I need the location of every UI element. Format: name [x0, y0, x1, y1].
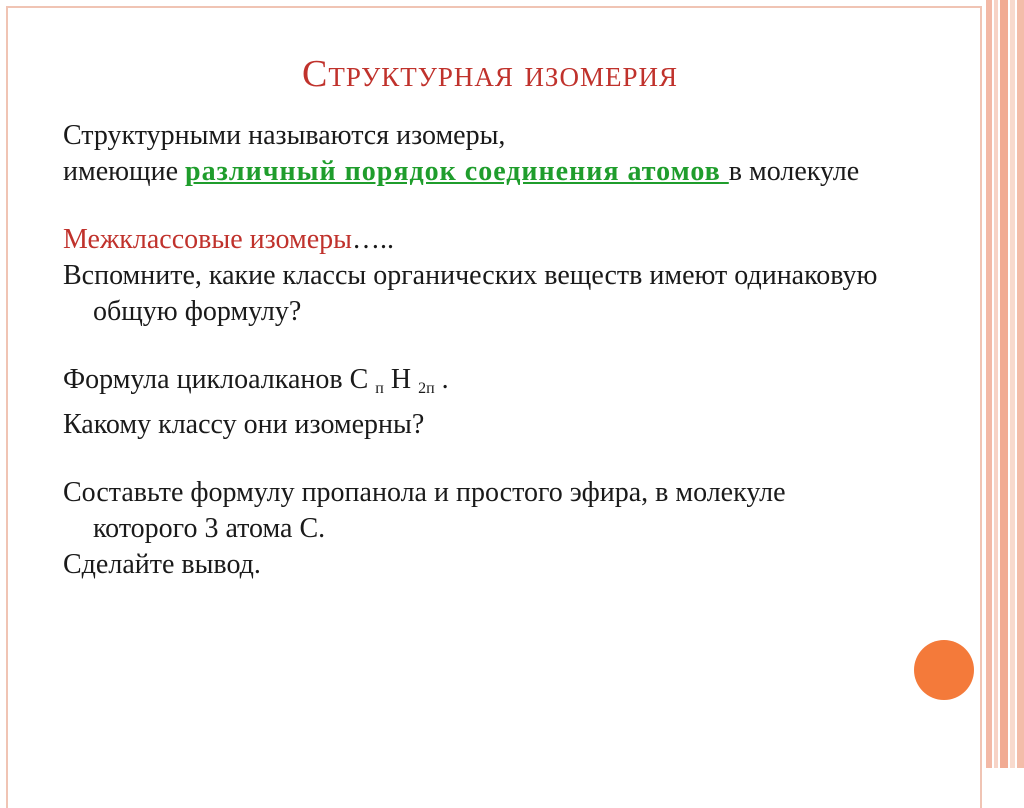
spacer [63, 330, 883, 362]
highlight-phrase: различный порядок соединения атомов [185, 156, 729, 187]
right-stripe-1 [986, 0, 992, 768]
formula-end: . [434, 364, 449, 395]
right-stripe-2 [994, 0, 998, 768]
text-suffix: в молекуле [728, 156, 860, 187]
line-interclass [63, 222, 883, 258]
slide-body [63, 118, 883, 583]
subscript-n: п [375, 380, 384, 397]
ellipsis: ….. [351, 224, 394, 255]
line-question-2: Какому классу они изомерны? [63, 409, 425, 440]
orange-circle-decoration [914, 640, 974, 700]
right-stripe-4 [1010, 0, 1015, 768]
formula-h: Н [383, 364, 412, 395]
line-conclusion: Сделайте вывод. [63, 549, 261, 580]
line-definition: Структурными называются изомеры, [63, 120, 506, 151]
subscript-2n: 2п [418, 380, 435, 397]
line-formula [63, 362, 883, 407]
line-task: Составьте формулу пропанола и простого эфира, в молекуле которого 3 атома С. [63, 477, 786, 544]
text-prefix: имеющие [63, 156, 186, 187]
interclass-label: Межклассовые изомеры [63, 224, 352, 255]
slide-title: Структурная изомерия [302, 53, 678, 95]
right-stripe-5 [1017, 0, 1024, 768]
spacer [63, 190, 883, 222]
right-stripe-3 [1000, 0, 1008, 768]
spacer [63, 443, 883, 475]
formula-prefix: Формула циклоалканов С [63, 364, 369, 395]
line-question-1: Вспомните, какие классы органических веществ имеют одинаковую общую формулу? [63, 260, 878, 327]
line-definition-cont [63, 154, 883, 190]
